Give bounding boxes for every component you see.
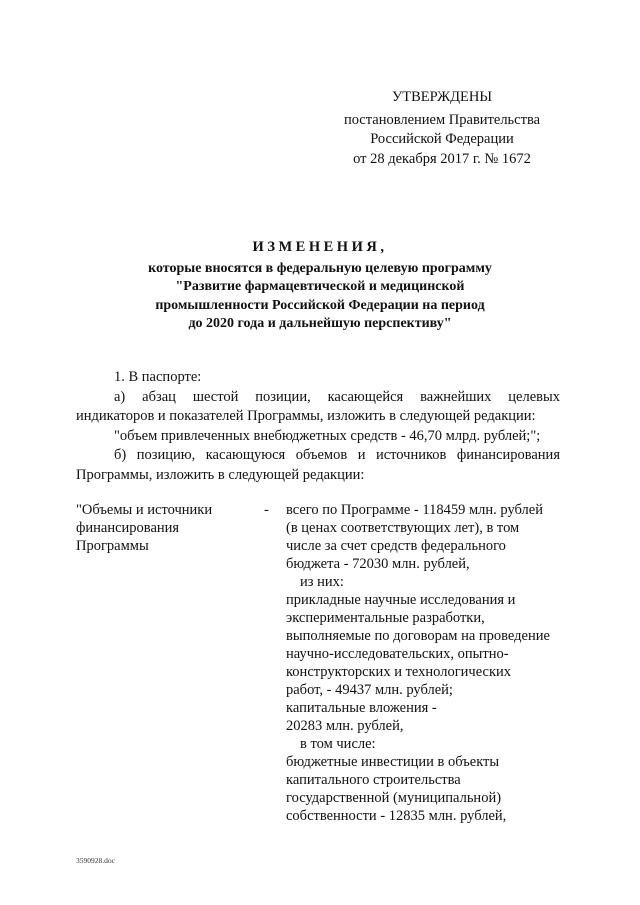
table-right-line: конструкторских и технологических (286, 664, 511, 680)
table-right-line: работ, - 49437 млн. рублей; (286, 682, 453, 698)
approval-line: от 28 декабря 2017 г. № 1672 (353, 150, 531, 167)
table-right-line: (в ценах соответствующих лет), в том (286, 520, 520, 536)
table-right-line: собственности - 12835 млн. рублей, (286, 808, 507, 824)
table-left-line: финансирования (76, 520, 180, 536)
approval-title: УТВЕРЖДЕНЫ (391, 89, 493, 105)
heading-line: "Развитие фармацевтической и медицинской (175, 279, 465, 294)
table-right-column (286, 501, 566, 825)
approval-line: постановлением Правительства (343, 111, 541, 128)
heading-line: которые вносятся в федеральную целевую программу (148, 260, 492, 276)
table-dash: - (264, 502, 269, 518)
table-right-line: прикладные научные исследования и (286, 592, 516, 608)
heading-line: промышленности Российской Федерации на период (155, 297, 485, 313)
footer-filename: 3590928.doc (76, 856, 115, 865)
body-text (76, 368, 560, 485)
table-right-line: выполняемые по договорам на проведение (286, 628, 550, 644)
document-heading (80, 238, 560, 334)
table-right-line: бюджетные инвестиции в объекты (286, 754, 500, 770)
table-left-line: "Объемы и источники (76, 502, 213, 518)
table-right-line: капитального строительства (286, 772, 461, 788)
paragraph: а) абзац шестой позиции, касающейся важнейших целевых (114, 388, 560, 405)
table-right-line: научно-исследовательских, опытно- (286, 646, 509, 662)
approval-line: Российской Федерации (370, 131, 514, 147)
table-right-line: из них: (300, 574, 344, 590)
table-right-line: бюджета - 72030 млн. рублей, (286, 556, 470, 572)
table-right-line: экспериментальные разработки, (286, 610, 485, 626)
table-right-line: в том числе: (300, 736, 376, 752)
paragraph: б) позицию, касающуюся объемов и источников финансирования (114, 447, 560, 463)
table-right-line: всего по Программе - 118459 млн. рублей (286, 502, 543, 518)
paragraph: 1. В паспорте: (114, 369, 202, 385)
table-right-line: капитальные вложения - (286, 700, 437, 716)
table-left-line: Программы (76, 538, 149, 554)
paragraph: Программы, изложить в следующей редакции: (76, 466, 365, 483)
paragraph: индикаторов и показателей Программы, изложить в следующей редакции: (76, 408, 536, 424)
table-right-line: 20283 млн. рублей, (286, 718, 404, 734)
table-right-line: числе за счет средств федерального (286, 538, 506, 554)
heading-title: ИЗМЕНЕНИЯ, (252, 239, 388, 255)
heading-line: до 2020 года и дальнейшую перспективу" (188, 316, 452, 331)
approval-stamp (332, 88, 552, 169)
table-left-column (76, 501, 266, 555)
paragraph: "объем привлеченных внебюджетных средств - 46,70 млрд. рублей;"; (114, 427, 541, 444)
table-right-line: государственной (муниципальной) (286, 790, 502, 806)
